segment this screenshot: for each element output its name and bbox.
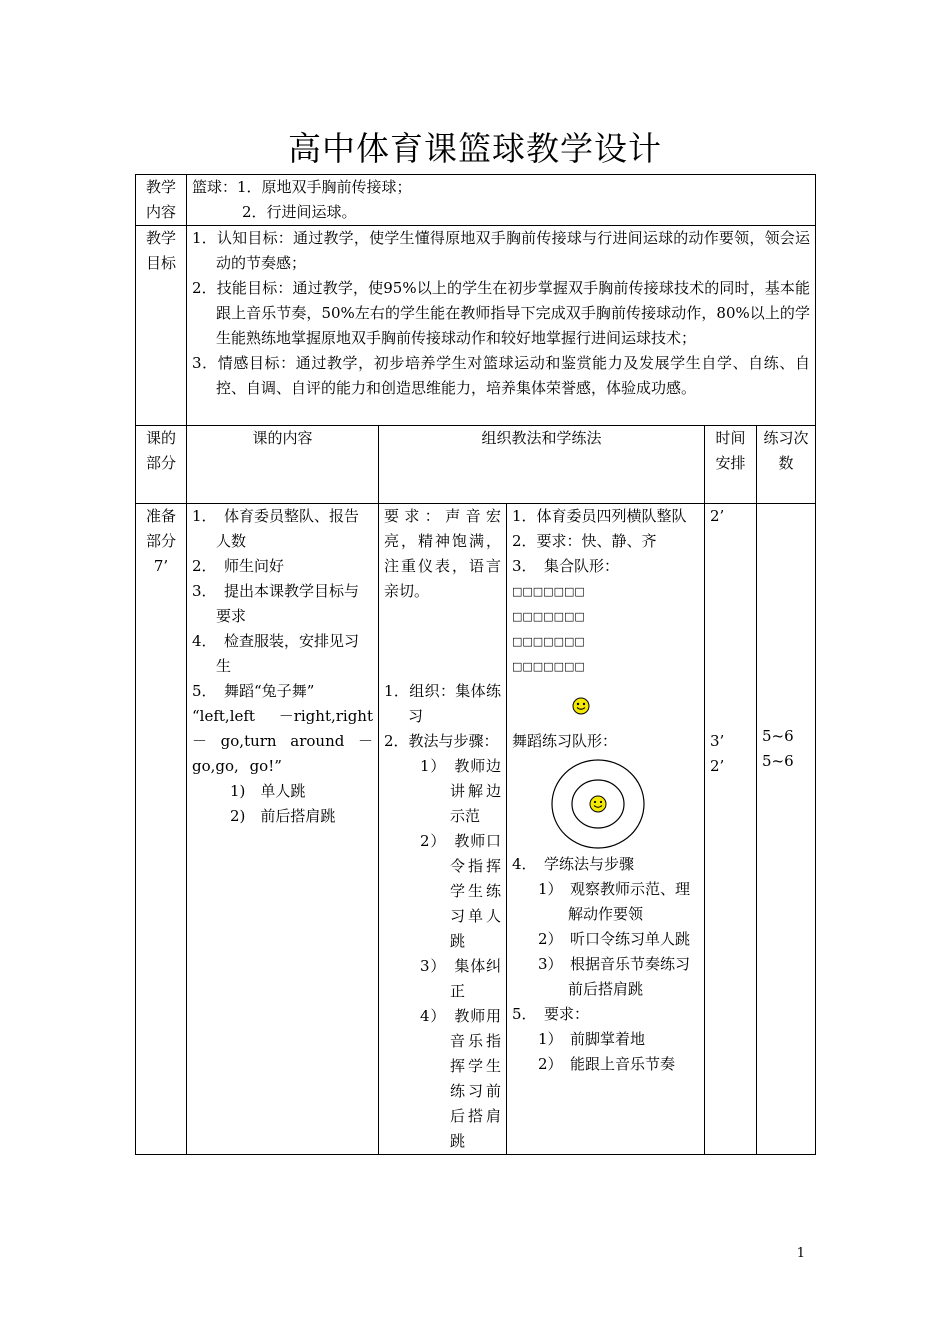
time-value: 2’ [710, 507, 725, 525]
page-number: 1 [796, 1246, 805, 1261]
student-step: 3） 根据音乐节奏练习前后搭肩跳 [538, 955, 691, 998]
teacher-method-cell [379, 504, 507, 1155]
label-teaching-goals: 教学目标 [136, 226, 187, 426]
time-value: 2’ [710, 757, 725, 775]
header-part: 课的部分 [136, 426, 187, 504]
spacer [710, 529, 751, 729]
goal-item: 3．情感目标：通过教学，初步培养学生对篮球运动和鉴赏能力及发展学生自学、自练、自控、自调、自评的能力和创造思维能力，培养集体荣誉感，体验成功感。 [192, 354, 810, 397]
goal-item: 1．认知目标：通过教学，使学生懂得原地双手胸前传接球与行进间运球的动作要领，领会运动的节奏感； [192, 229, 810, 272]
label-preparation [136, 504, 187, 1155]
teacher-organization: 1．组织：集体练习 [384, 682, 501, 725]
student-method-cell [507, 504, 705, 1155]
header-method: 组织教法和学练法 [379, 426, 705, 504]
goal-item: 2．技能目标：通过教学，使95%以上的学生在初步掌握双手胸前传接球技术的同时，基本能跟上音乐节奏，50%左右的学生能在教师指导下完成双手胸前传接球动作，80%以上的学生能熟练地掌握原地双手胸前传接球动作和较好地掌握行进间运球技术； [192, 279, 810, 347]
teacher-step: 2） 教师口令指挥学生练习单人跳 [420, 832, 501, 950]
content-line-2: 2．行进间运球。 [242, 203, 357, 221]
prep-content-item: 5． 舞蹈“兔子舞” [192, 682, 315, 700]
header-reps: 练习次数 [757, 426, 816, 504]
student-step: 1） 观察教师示范、理解动作要领 [538, 880, 691, 923]
spacer [384, 604, 501, 679]
content-line-1: 篮球：1．原地双手胸前传接球； [192, 178, 412, 196]
dance-formation-label: 舞蹈练习队形： [512, 732, 618, 750]
header-time: 时间安排 [705, 426, 757, 504]
student-step-title: 4． 学练法与步骤 [512, 855, 635, 873]
student-requirement-title: 5． 要求： [512, 1005, 590, 1023]
row-header [136, 426, 816, 504]
prep-label-line: 准备 [145, 507, 176, 525]
header-content: 课的内容 [187, 426, 379, 504]
teacher-position [512, 679, 699, 729]
student-step: 2） 听口令练习单人跳 [538, 930, 691, 948]
teaching-goals-cell [187, 226, 816, 426]
lesson-plan-table [135, 174, 816, 1155]
student-requirement: 2） 能跟上音乐节奏 [538, 1055, 676, 1073]
reps-value: 5~6 [762, 727, 794, 745]
teacher-step: 4） 教师用音乐指挥学生练习前后搭肩跳 [420, 1007, 501, 1150]
teaching-content-cell [187, 175, 816, 226]
prep-content-item: 2． 师生问好 [192, 557, 285, 575]
prep-content-item: 1． 体育委员整队、报告人数 [192, 507, 360, 550]
prep-label-line: 部分 [145, 532, 176, 550]
teacher-step: 3） 集体纠正 [420, 957, 501, 1000]
prep-content-item: 3． 提出本课教学目标与要求 [192, 582, 360, 625]
reps-value: 5~6 [762, 752, 794, 770]
student-requirement: 1） 前脚掌着地 [538, 1030, 646, 1048]
student-item: 1．体育委员四列横队整队 [512, 507, 687, 525]
smiley-icon [572, 697, 590, 715]
teacher-requirement: 要求：声音宏亮，精神饱满，注重仪表，语言亲切。 [384, 507, 501, 600]
row-teaching-goals [136, 226, 816, 426]
student-item: 3． 集合队形： [512, 557, 620, 575]
formation-row: □□□□□□□ [512, 610, 585, 623]
circle-formation [512, 754, 699, 852]
circle-formation-icon [550, 758, 648, 850]
dance-lyrics: “left,left －right,right － go,turn around －go,go, go!” [192, 707, 373, 775]
formation-row: □□□□□□□ [512, 585, 585, 598]
prep-content-cell [187, 504, 379, 1155]
time-value: 3’ [710, 732, 725, 750]
dance-item: 2) 前后搭肩跳 [230, 807, 336, 825]
row-preparation [136, 504, 816, 1155]
teacher-method-title: 2．教法与步骤： [384, 732, 499, 750]
formation-row: □□□□□□□ [512, 635, 585, 648]
page-title: 高中体育课篮球教学设计 [288, 129, 662, 168]
time-cell [705, 504, 757, 1155]
prep-content-item: 4． 检查服装，安排见习生 [192, 632, 360, 675]
dance-item: 1) 单人跳 [230, 782, 306, 800]
reps-cell [757, 504, 816, 1155]
label-teaching-content: 教学内容 [136, 175, 187, 226]
row-teaching-content [136, 175, 816, 226]
teacher-step: 1） 教师边讲解边示范 [420, 757, 501, 825]
student-item: 2．要求：快、静、齐 [512, 532, 657, 550]
prep-label-line: 7’ [153, 557, 169, 575]
spacer [762, 504, 810, 724]
formation-row: □□□□□□□ [512, 660, 585, 673]
